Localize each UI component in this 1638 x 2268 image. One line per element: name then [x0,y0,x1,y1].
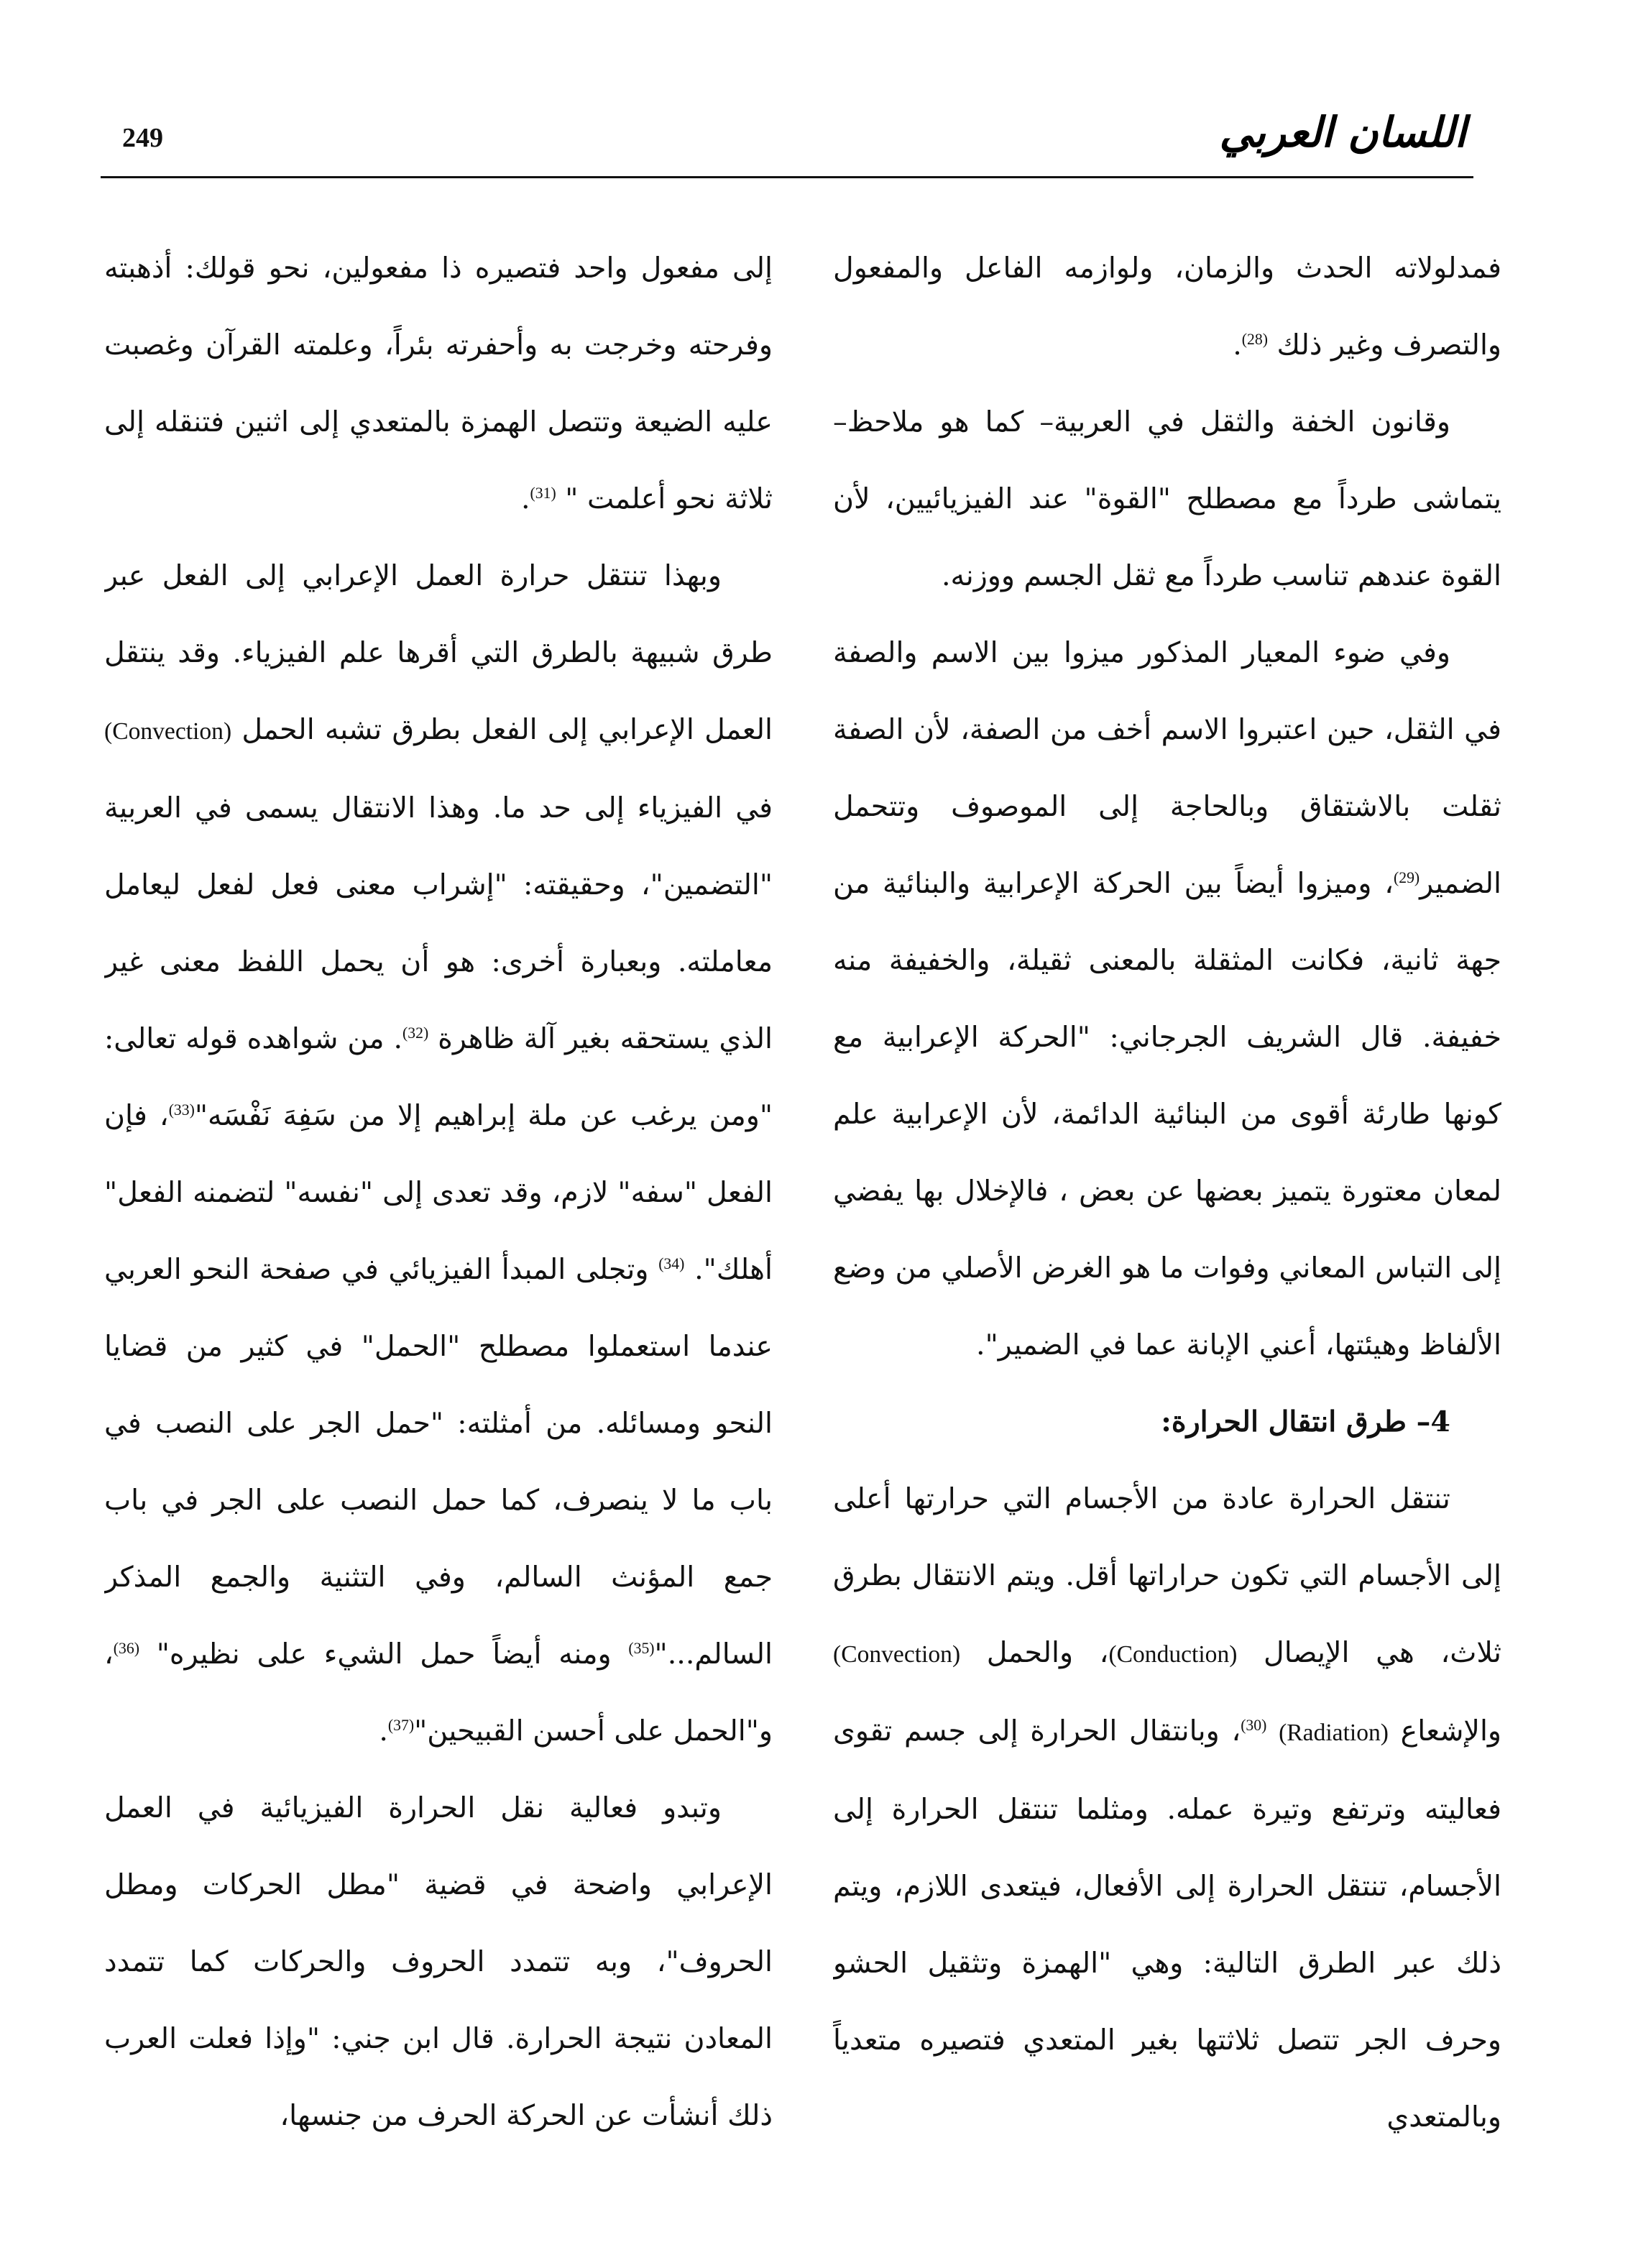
latin-term: (Radiation) [1279,1720,1389,1746]
journal-title: اللسان العربي [1219,108,1466,157]
paragraph [833,384,1501,615]
latin-term: (Convection) [833,1641,961,1668]
text-run: فمدلولاته الحدث والزمان، ولوازمه الفاعل والمفعول والتصرف وغير ذلك [833,252,1501,362]
footnote-ref: (36) [113,1639,139,1657]
text-run: وتبدو فعالية نقل الحرارة الفيزيائية في العمل الإعرابي واضحة في قضية "مطل الحركات ومطل الحروف"، وبه تتمدد الحروف والحركات كما تتمدد المعادن نتيجة الحرارة. قال ابن جني: "وإذا فعلت العرب ذلك أنشأت عن الحركة الحرف من جنسها، [104,1791,773,2132]
footnote-ref: (31) [530,484,556,502]
paragraph [104,1770,773,2154]
text-run: . [1233,329,1242,362]
text-run: ومنه أيضاً حمل الشيء على نظيره" [139,1638,629,1671]
footnote-ref: (33) [168,1101,195,1119]
text-run: . من شواهده قوله تعالى: "ومن يرغب عن ملة إبراهيم إلا من سَفِهَ نَفْسَه" [104,1022,773,1132]
footnote-ref: (28) [1241,330,1268,348]
text-run: تنتقل الحرارة عادة من الأجسام التي حرارتها أعلى إلى الأجسام التي تكون حراراتها أقل. ويتم الانتقال بطرق ثلاث، هي الإيصال [833,1482,1501,1669]
text-run: في الفيزياء إلى حد ما. وهذا الانتقال يسمى في العربية "التضمين"، وحقيقته: "إشراب معنى فعل لفعل ليعامل معاملته. وبعبارة أخرى: هو أن يحمل اللفظ معنى غير الذي يستحقه بغير آلة ظاهرة [104,791,773,1055]
text-run: . [520,482,530,515]
footnote-ref: (29) [1393,868,1420,886]
text-column-right [833,230,1501,2228]
text-run [1266,1714,1279,1748]
latin-term: (Conduction) [1108,1641,1238,1668]
text-column-left [104,230,773,2228]
page-number: 249 [122,123,163,153]
text-run: ، وبانتقال الحرارة إلى جسم تقوى فعاليته وترتفع وتيرة عمله. ومثلما تنتقل الحرارة إلى الأجسام، تنتقل الحرارة إلى الأفعال، فيتعدى اللازم، ويتم ذلك عبر الطرق التالية: وهي "الهمزة وتثقيل الحشو وحرف الجر تتصل ثلاثتها بغير المتعدي فتصيره متعدياً وبالمتعدي [833,1714,1501,2134]
footnote-ref: (37) [387,1716,415,1734]
section-heading [833,1384,1501,1461]
footnote-ref: (30) [1241,1716,1267,1734]
footnote-ref: (32) [402,1024,429,1042]
paragraph [104,230,773,538]
text-run: وقانون الخفة والثقل في العربية– كما هو ملاحظ– يتماشى طرداً مع مصطلح "القوة" عند الفيزيائيين، لأن القوة عندهم تناسب طرداً مع ثقل الجسم ووزنه. [833,405,1501,592]
text-run: وبهذا تنتقل حرارة العمل الإعرابي إلى الفعل عبر طرق شبيهة بالطرق التي أقرها علم الفيزياء. وقد ينتقل العمل الإعرابي إلى الفعل بطرق تشبه الحمل [104,559,773,746]
text-run: وتجلى المبدأ الفيزيائي في صفحة النحو العربي عندما استعملوا مصطلح "الحمل" في كثير من قضايا النحو ومسائله. من أمثلته: "حمل الجر على النصب في باب ما لا ينصرف، كما حمل النصب على الجر في باب جمع المؤنث السالم، وفي التثنية والجمع المذكر السالم..." [104,1253,773,1671]
page-header [101,108,1473,173]
text-run: وفي ضوء المعيار المذكور ميزوا بين الاسم والصفة في الثقل، حين اعتبروا الاسم أخف من الصفة، لأن الصفة ثقلت بالاشتقاق وبالحاجة إلى الموصوف وتتحمل الضمير [833,636,1501,900]
text-run: ، وميزوا أيضاً بين الحركة الإعرابية والبنائية من جهة ثانية، فكانت المثقلة بالمعنى ثقيلة، والخفيفة منه خفيفة. قال الشريف الجرجاني: "الحركة الإعرابية مع كونها طارئة أقوى من البنائية الدائمة، لأن الإعرابية علم لمعان معتورة يتميز بعضها عن بعض ، فالإخلال بها يفضي إلى التباس المعاني وفوات ما هو الغرض الأصلي من وضع الألفاظ وهيئتها، أعني الإبانة عما في الضمير". [833,867,1501,1362]
footnote-ref: (35) [628,1639,655,1657]
text-run: والإشعاع [1388,1714,1501,1748]
text-run: ، والحمل [960,1636,1109,1669]
footnote-ref: (34) [658,1254,685,1272]
text-run: ، و"الحمل على أحسن القبيحين" [104,1638,773,1748]
header-rule [101,176,1473,178]
text-run: . [379,1714,388,1748]
paragraph [104,538,773,1770]
paragraph [833,1461,1501,2156]
paragraph [833,615,1501,1384]
text-run: ، فإن الفعل "سفه" لازم، وقد تعدى إلى "نفسه" لتضمنه الفعل" أهلك". [104,1099,773,1286]
paragraph [833,230,1501,384]
text-run: 4– طرق انتقال الحرارة: [1161,1405,1450,1438]
latin-term: (Convection) [104,718,232,745]
text-run: إلى مفعول واحد فتصيره ذا مفعولين، نحو قولك: أذهبته وفرحته وخرجت به وأحفرته بئراً، وعلمته القرآن وغصبت عليه الضيعة وتتصل الهمزة بالمتعدي إلى اثنين فتنقله إلى ثلاثة نحو أعلمت " [104,252,773,515]
